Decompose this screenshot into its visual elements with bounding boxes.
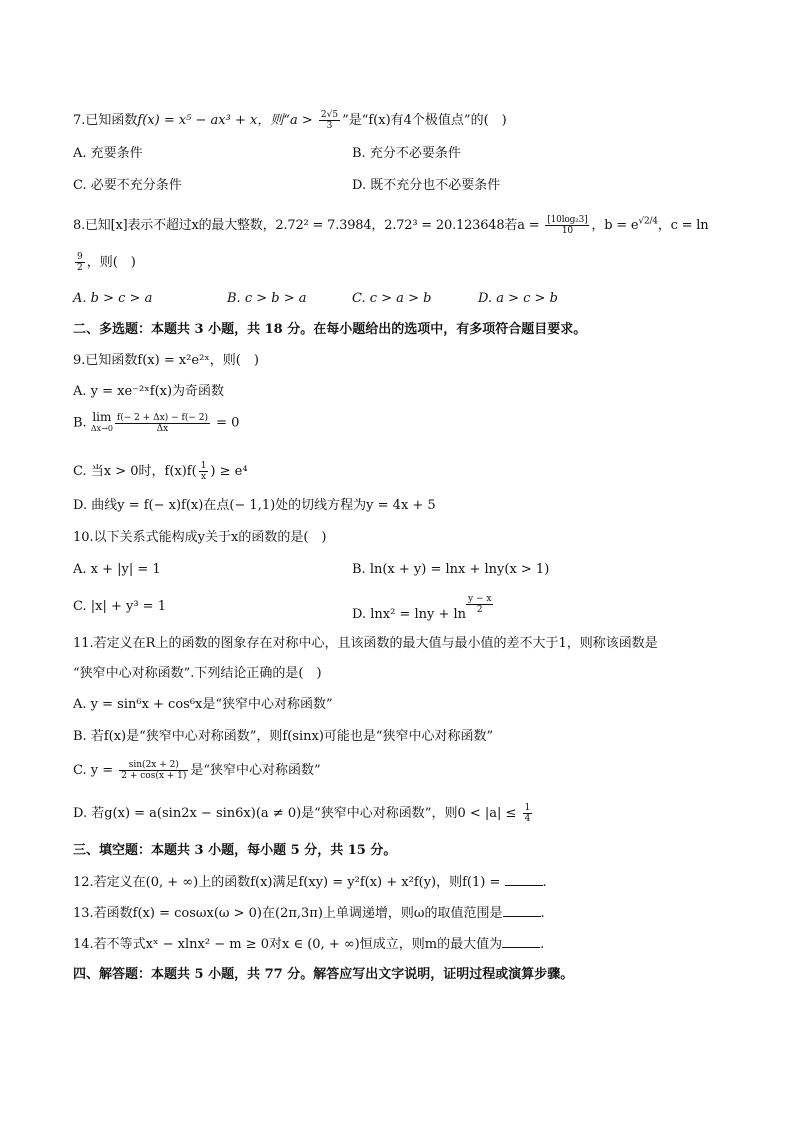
q11-c-text: C. y = (73, 763, 118, 778)
q9-limit-word: lim (92, 410, 112, 424)
q7-frac-den: 3 (326, 121, 333, 131)
q13-answer-blank (503, 904, 541, 917)
question-14 (73, 935, 544, 954)
q11-d-fraction (523, 803, 533, 824)
q10-option-a: A. x + |y| = 1 (73, 562, 161, 577)
q7-stem-function: f(x) = x⁵ − ax³ + x，则“a > (137, 113, 317, 128)
q9-limit (91, 412, 113, 434)
q10-option-c: C. |x| + y³ = 1 (73, 599, 166, 614)
q9-c-fraction (199, 461, 209, 482)
q10-d-text: D. lnx² = lny + ln (352, 607, 467, 622)
question-12 (73, 873, 547, 892)
q11-option-b: B. 若f(x)是“狭窄中心对称函数”，则f(sinx)可能也是“狭窄中心对称函数” (73, 729, 494, 744)
q9-c-text: C. 当x > 0时，f(x)f( (73, 464, 197, 479)
q8-a-den: 10 (561, 226, 573, 236)
q12-text: 12.若定义在(0, + ∞)上的函数f(x)满足f(xy) = y²f(x) + x²f(y)，则f(1) = (73, 875, 505, 890)
q9-option-b (73, 412, 239, 434)
question-8-stem (73, 215, 708, 236)
q7-option-a: A. 充要条件 (73, 146, 143, 161)
q11-d-text: D. 若g(x) = a(sin2x − sin6x)(a ≠ 0)是“狭窄中心对称函数”，则0 < |a| ≤ (73, 806, 521, 821)
q9-b-den: Δx (156, 423, 169, 434)
q13-text: 13.若函数f(x) = cosωx(ω > 0)在(2π,3π)上单调递增，则ω的取值范围是 (73, 906, 503, 921)
q14-text: 14.若不等式xˣ − xlnx² − m ≥ 0对x ∈ (0, + ∞)恒成立，则m的最大值为 (73, 937, 503, 952)
q7-option-b: B. 充分不必要条件 (352, 146, 461, 161)
question-11-line1: 11.若定义在R上的函数的图象存在对称中心，且该函数的最大值与最小值的差不大于1，则称该函数是 (73, 636, 658, 651)
q10-option-b: B. ln(x + y) = lnx + lny(x > 1) (352, 562, 550, 577)
q10-d-exponent-fraction (466, 594, 493, 615)
q14-answer-blank (502, 935, 540, 948)
q8-option-d: D. a > c > b (478, 291, 558, 306)
q9-limit-sub: Δx→0 (90, 424, 113, 433)
q11-c-fraction (119, 760, 188, 781)
q7-stem-suffix: ”是“f(x)有4个极值点”的( ) (342, 113, 507, 128)
question-10-stem: 10.以下关系式能构成y关于x的函数的是( ) (73, 530, 327, 545)
q8-a-fraction (545, 215, 589, 236)
q11-d-den: 4 (524, 814, 531, 824)
q13-tail: . (540, 906, 545, 921)
q9-option-d: D. 曲线y = f(− x)f(x)在点(− 1,1)处的切线方程为y = 4x + 5 (73, 498, 436, 513)
q7-option-d: D. 既不充分也不必要条件 (352, 178, 501, 193)
section-4-heading: 四、解答题：本题共 5 小题，共 77 分。解答应写出文字说明，证明过程或演算步骤。 (73, 967, 574, 982)
q8-c-den: 2 (77, 263, 83, 273)
q11-c-num: sin(2x + 2) (119, 760, 188, 771)
q10-d-den: 2 (476, 605, 483, 615)
q14-tail: . (540, 937, 545, 952)
q8-b-text: ，b = e (591, 218, 639, 233)
q11-c-den: 2 + cos(x + 1) (121, 771, 187, 781)
q8-c-num: 9 (77, 252, 83, 262)
q8-option-b: B. c > b > a (227, 291, 307, 306)
q9-c-den: x (201, 472, 207, 482)
q11-d-num: 1 (524, 803, 531, 813)
q9-b-tail: = 0 (212, 415, 240, 431)
q9-option-a: A. y = xe⁻²ˣf(x)为奇函数 (73, 384, 225, 399)
q8-b-exponent: √2/4 (638, 216, 658, 227)
q9-option-c (73, 461, 248, 482)
section-3-heading: 三、填空题：本题共 3 小题，每小题 5 分，共 15 分。 (73, 843, 397, 858)
question-7-stem (73, 110, 507, 131)
q8-option-c: C. c > a > b (352, 291, 432, 306)
q9-c-tail: ) ≥ e⁴ (210, 464, 248, 479)
q8-c-text: ，c = ln (657, 218, 709, 233)
q9-c-num: 1 (200, 461, 207, 471)
section-2-heading: 二、多选题：本题共 3 小题，共 18 分。在每小题给出的选项中，有多项符合题目要求。 (73, 322, 587, 337)
q8-stem-text: 8.已知[x]表示不超过x的最大整数，2.72² = 7.3984，2.72³ = 20.123648若a = (73, 218, 544, 233)
q8-option-a: A. b > c > a (73, 291, 153, 306)
question-9-stem: 9.已知函数f(x) = x²e²ˣ，则( ) (73, 353, 259, 368)
q12-tail: . (542, 875, 547, 890)
q9-option-b-label: B. (73, 415, 91, 431)
q7-frac-num: 2√5 (320, 110, 339, 120)
q7-option-c: C. 必要不充分条件 (73, 178, 182, 193)
question-11-line2: “狭窄中心对称函数”.下列结论正确的是( ) (73, 666, 322, 681)
q9-b-fraction (115, 413, 210, 434)
q11-c-tail: 是“狭窄中心对称函数” (190, 763, 321, 778)
q11-option-c (73, 760, 321, 781)
q8-c-fraction (75, 252, 85, 273)
q12-answer-blank (505, 873, 543, 886)
question-8-line2 (73, 252, 136, 273)
q8-a-num: [10log₂3] (547, 215, 588, 225)
q8-line2-text: ，则( ) (86, 255, 136, 270)
q10-option-d (352, 594, 493, 624)
q7-stem-prefix: 7.已知函数 (73, 113, 138, 128)
question-13 (73, 904, 545, 923)
q11-option-a: A. y = sin⁶x + cos⁶x是“狭窄中心对称函数” (73, 697, 333, 712)
q10-d-num: y − x (468, 594, 492, 604)
q7-fraction (319, 110, 340, 131)
q9-b-num: f(− 2 + Δx) − f(− 2) (116, 412, 208, 423)
q11-option-d (73, 803, 534, 824)
